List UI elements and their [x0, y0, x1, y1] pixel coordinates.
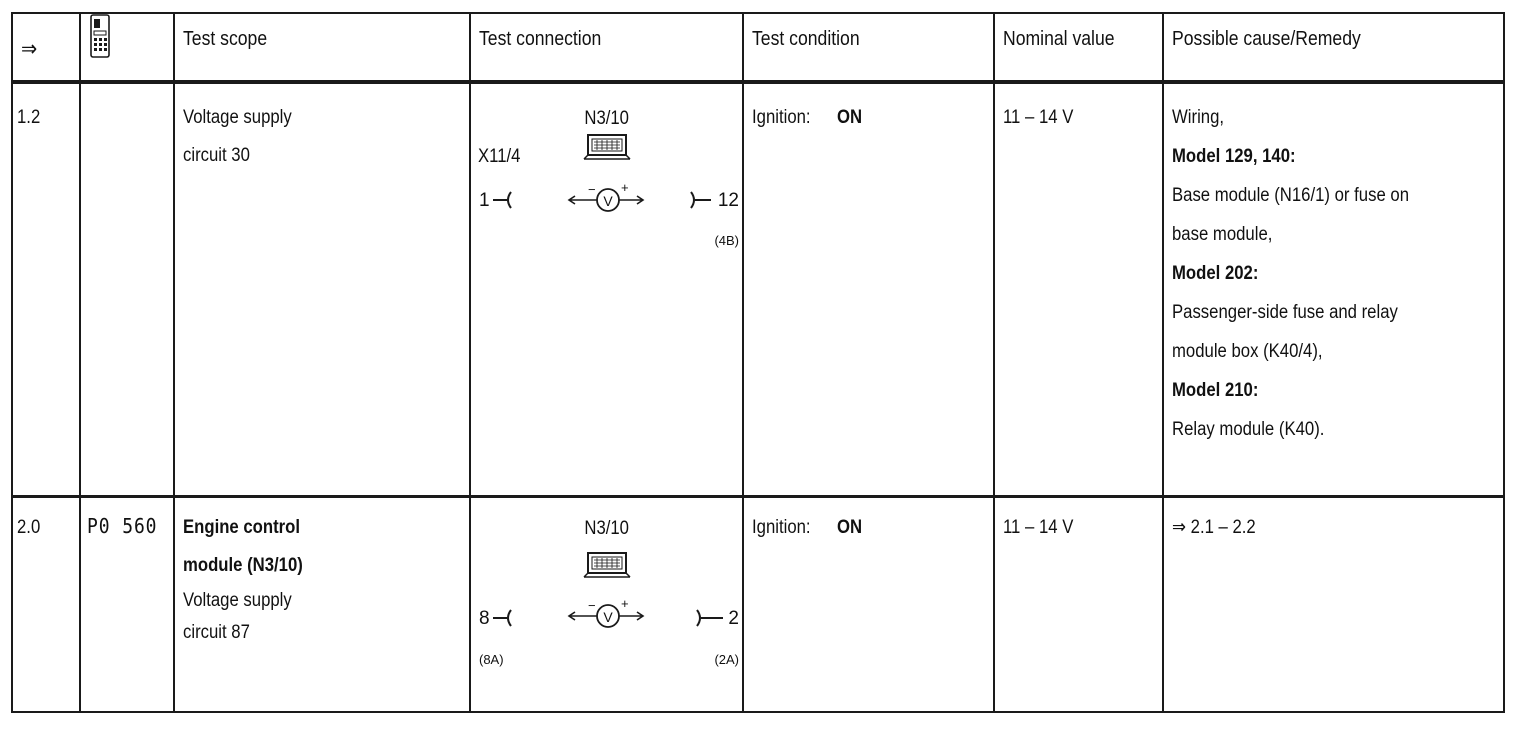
- ecu-icon: [584, 553, 630, 577]
- right-pin: 12: [717, 190, 739, 211]
- nominal-value: 11 – 14 V: [1003, 517, 1074, 538]
- table-bottom-border: [11, 711, 1505, 713]
- remedy-line: Model 210:: [1172, 380, 1259, 401]
- scope-line: circuit 30: [183, 145, 250, 166]
- svg-text:−: −: [588, 182, 596, 197]
- remedy-line: module box (K40/4),: [1172, 341, 1323, 362]
- step-number: 2.0: [17, 517, 41, 538]
- remedy-line: Wiring,: [1172, 107, 1225, 128]
- voltmeter-icon: [569, 180, 643, 211]
- header-test-scope: Test scope: [183, 28, 268, 50]
- condition-value: ON: [837, 517, 863, 538]
- right-probe: [691, 192, 711, 208]
- header-test-condition: Test condition: [752, 28, 860, 50]
- remedy-line: Model 129, 140:: [1172, 146, 1296, 167]
- test-table: [11, 12, 1505, 713]
- header-nominal-value: Nominal value: [1003, 28, 1115, 50]
- row-divider: [11, 495, 1505, 498]
- scope-title-line: module (N3/10): [183, 555, 303, 576]
- col-divider: [993, 12, 995, 713]
- nominal-value: 11 – 14 V: [1003, 107, 1074, 128]
- header-divider: [11, 80, 1505, 84]
- scope-line: circuit 87: [183, 622, 250, 643]
- header-arrow: ⇒: [21, 36, 38, 61]
- connection-diagram: [471, 102, 743, 277]
- header-test-connection: Test connection: [479, 28, 602, 50]
- left-probe: [493, 610, 511, 626]
- tester-device-icon: [88, 14, 112, 65]
- right-pin: 2: [728, 608, 739, 629]
- condition-label: Ignition:: [752, 107, 811, 128]
- left-pin: 8: [479, 608, 490, 629]
- svg-text:−: −: [588, 598, 596, 613]
- left-sub-label: (8A): [479, 652, 504, 667]
- svg-text:+: +: [621, 180, 629, 195]
- connection-diagram: [471, 512, 743, 677]
- svg-text:+: +: [621, 596, 629, 611]
- scope-line: Voltage supply: [183, 590, 292, 611]
- right-sub-label: (2A): [714, 652, 739, 667]
- left-probe: [493, 192, 511, 208]
- col-divider: [11, 12, 13, 713]
- header-remedy: Possible cause/Remedy: [1172, 28, 1361, 50]
- remedy-line: ⇒ 2.1 – 2.2: [1172, 517, 1256, 538]
- meter-label: V: [603, 193, 613, 209]
- step-number: 1.2: [17, 107, 41, 128]
- fault-code: P0 560: [87, 514, 158, 538]
- col-divider: [1503, 12, 1505, 713]
- remedy-line: Relay module (K40).: [1172, 419, 1325, 440]
- scope-line: Voltage supply: [183, 107, 292, 128]
- col-divider: [1162, 12, 1164, 713]
- right-sub-label: (4B): [714, 233, 739, 248]
- component-label: N3/10: [584, 107, 629, 129]
- right-probe: [697, 610, 723, 626]
- remedy-line: Model 202:: [1172, 263, 1259, 284]
- col-divider: [173, 12, 175, 713]
- connector-label: X11/4: [478, 145, 521, 167]
- table-top-border: [11, 12, 1505, 14]
- ecu-icon: [584, 135, 630, 159]
- remedy-line: base module,: [1172, 224, 1273, 245]
- component-label: N3/10: [584, 517, 629, 539]
- condition-value: ON: [837, 107, 863, 128]
- col-divider: [79, 12, 81, 713]
- meter-label: V: [603, 609, 613, 625]
- remedy-line: Base module (N16/1) or fuse on: [1172, 185, 1409, 206]
- scope-title-line: Engine control: [183, 517, 301, 538]
- voltmeter-icon: [569, 596, 643, 627]
- condition-label: Ignition:: [752, 517, 811, 538]
- remedy-line: Passenger-side fuse and relay: [1172, 302, 1398, 323]
- left-pin: 1: [479, 190, 490, 211]
